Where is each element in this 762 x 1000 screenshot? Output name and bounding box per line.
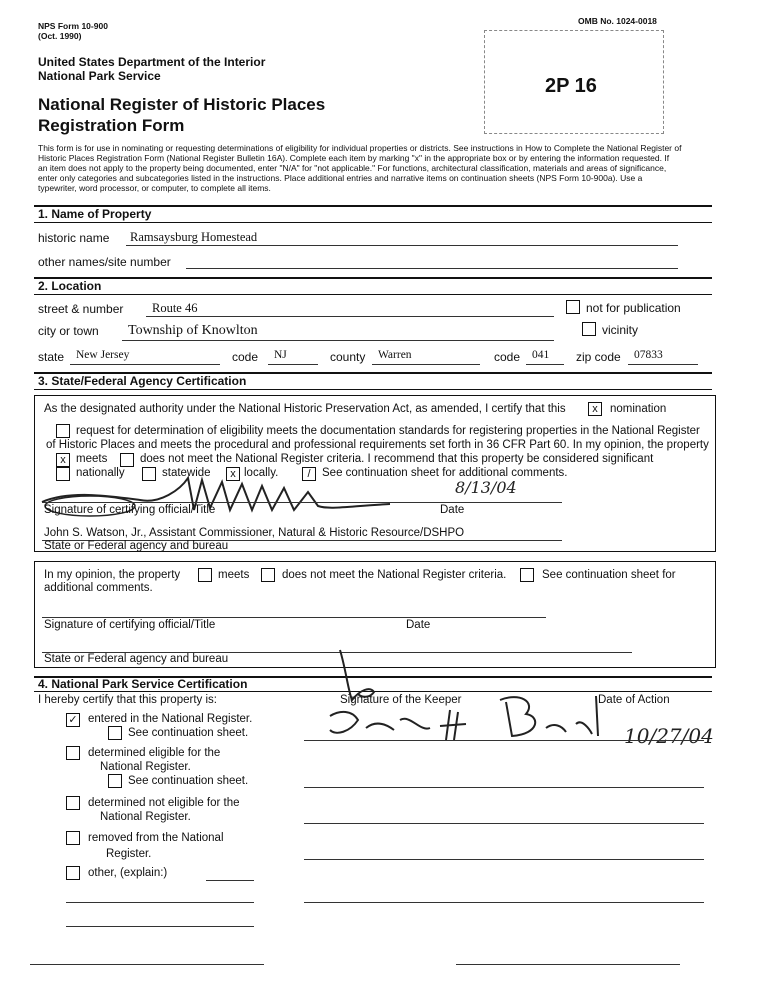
eligible-continuation-checkbox[interactable] bbox=[108, 774, 122, 788]
removed-checkbox[interactable] bbox=[66, 831, 80, 845]
vicinity-checkbox[interactable] bbox=[582, 322, 596, 336]
signature-line bbox=[42, 502, 562, 503]
county-line bbox=[372, 364, 480, 365]
state-value[interactable]: New Jersey bbox=[76, 349, 130, 361]
certification-date-value[interactable]: 8/13/04 bbox=[455, 478, 517, 497]
opinion-continuation-checkbox[interactable] bbox=[520, 568, 534, 582]
section3-heading: 3. State/Federal Agency Certification bbox=[38, 374, 247, 388]
county-code-value[interactable]: 041 bbox=[532, 349, 550, 361]
instructions-line-5: typewriter, word processor, or computer, to complete all items. bbox=[38, 183, 271, 193]
not-for-publication-checkbox[interactable] bbox=[566, 300, 580, 314]
historic-name-line bbox=[126, 245, 678, 246]
date-label: Date bbox=[440, 504, 465, 516]
nomination-label: nomination bbox=[610, 403, 667, 415]
state-code-value[interactable]: NJ bbox=[274, 349, 287, 361]
meets-label: meets bbox=[76, 453, 108, 465]
state-code-label: code bbox=[232, 350, 259, 364]
cert-text: As the designated authority under the National Historic Preservation Act, as amended, I certify that this bbox=[44, 403, 566, 415]
entered-continuation-checkbox[interactable] bbox=[108, 726, 122, 740]
divider bbox=[34, 294, 712, 295]
eligible-checkbox[interactable] bbox=[66, 746, 80, 760]
nomination-checkbox[interactable]: x bbox=[588, 402, 602, 416]
city-value[interactable]: Township of Knowlton bbox=[128, 323, 258, 338]
other-line bbox=[304, 902, 704, 903]
county-code-label: code bbox=[494, 350, 521, 364]
agency-label: State or Federal agency and bureau bbox=[44, 540, 229, 552]
signature2-label: Signature of certifying official/Title bbox=[44, 619, 216, 631]
department: United States Department of the Interior bbox=[38, 55, 266, 69]
locally-checkbox[interactable]: x bbox=[226, 467, 240, 481]
footer-line-right bbox=[456, 964, 680, 965]
not-eligible-line bbox=[304, 823, 704, 824]
divider bbox=[34, 389, 712, 390]
removed-line bbox=[304, 859, 704, 860]
other-names-line bbox=[186, 268, 678, 269]
eligible-continuation-label: See continuation sheet. bbox=[128, 775, 249, 787]
instructions-line-4: enter only categories and subcategories listed in the instructions. Place additional entries and narrative items on continuation sheets (NPS Form 10-900a). Use a bbox=[38, 173, 643, 183]
signature2-line bbox=[42, 617, 546, 618]
county-label: county bbox=[330, 350, 366, 364]
continuation-label: See continuation sheet for additional comments. bbox=[322, 467, 568, 479]
continuation-checkbox[interactable]: / bbox=[302, 467, 316, 481]
service: National Park Service bbox=[38, 69, 161, 83]
statewide-label: statewide bbox=[162, 467, 211, 479]
action-date-value[interactable]: 10/27/04 bbox=[624, 724, 714, 748]
not-eligible-label: determined not eligible for the bbox=[88, 797, 240, 809]
signature-label: Signature of certifying official/Title bbox=[44, 504, 216, 516]
explain-line-2 bbox=[66, 926, 254, 927]
historic-name-label: historic name bbox=[38, 231, 110, 245]
meets-checkbox[interactable]: x bbox=[56, 453, 70, 467]
section4-heading: 4. National Park Service Certification bbox=[38, 677, 248, 691]
street-label: street & number bbox=[38, 302, 124, 316]
form-number: NPS Form 10-900 bbox=[38, 21, 108, 31]
nationally-label: nationally bbox=[76, 467, 125, 479]
opinion-meets-checkbox[interactable] bbox=[198, 568, 212, 582]
instructions-line-1: This form is for use in nominating or requesting determinations of eligibility for individual properties or districts. See instructions in How to Complete the National Register of bbox=[38, 143, 682, 153]
entered-checkbox[interactable]: ✓ bbox=[66, 713, 80, 727]
request-line-2: of Historic Places and meets the procedural and professional requirements set forth in 36 CFR Part 60. In my opinion, the property bbox=[46, 439, 709, 451]
street-line bbox=[146, 316, 554, 317]
not-eligible-label-2: National Register. bbox=[100, 811, 191, 823]
removed-label-2: Register. bbox=[106, 848, 152, 860]
city-line bbox=[122, 340, 554, 341]
instructions-line-3: an item does not apply to the property being documented, enter "N/A" for "not applicable." For functions, architectural classification, materials and areas of significance, bbox=[38, 163, 667, 173]
not-eligible-checkbox[interactable] bbox=[66, 796, 80, 810]
stamp-text: 2P 16 bbox=[545, 75, 597, 97]
form-date: (Oct. 1990) bbox=[38, 31, 82, 41]
opinion-not-meet-checkbox[interactable] bbox=[261, 568, 275, 582]
section1-heading: 1. Name of Property bbox=[38, 207, 152, 221]
county-code-line bbox=[526, 364, 564, 365]
removed-label: removed from the National bbox=[88, 832, 224, 844]
explain-line-1 bbox=[66, 902, 254, 903]
other-label: other, (explain:) bbox=[88, 867, 168, 879]
eligible-line bbox=[304, 787, 704, 788]
opinion-additional: additional comments. bbox=[44, 582, 153, 594]
entered-label: entered in the National Register. bbox=[88, 713, 253, 725]
keeper-line bbox=[304, 740, 704, 741]
historic-name-value[interactable]: Ramsaysburg Homestead bbox=[130, 230, 258, 244]
action-date-label: Date of Action bbox=[598, 694, 670, 706]
city-label: city or town bbox=[38, 324, 99, 338]
other-inline-line bbox=[206, 880, 254, 881]
state-code-line bbox=[268, 364, 318, 365]
date2-label: Date bbox=[406, 619, 431, 631]
received-stamp bbox=[484, 30, 664, 134]
zip-label: zip code bbox=[576, 350, 621, 364]
does-not-meet-checkbox[interactable] bbox=[120, 453, 134, 467]
does-not-meet-label: does not meet the National Register criteria. I recommend that this property be considered significant bbox=[140, 453, 654, 465]
omb-number: OMB No. 1024-0018 bbox=[578, 16, 657, 26]
keeper-label: Signature of the Keeper bbox=[340, 694, 462, 706]
not-for-publication-label: not for publication bbox=[586, 301, 681, 315]
keeper-signature-icon bbox=[300, 640, 610, 750]
eligible-label: determined eligible for the bbox=[88, 747, 221, 759]
divider bbox=[34, 277, 712, 279]
entered-continuation-label: See continuation sheet. bbox=[128, 727, 249, 739]
official-name[interactable]: John S. Watson, Jr., Assistant Commissioner, Natural & Historic Resource/DSHPO bbox=[44, 527, 465, 539]
section2-heading: 2. Location bbox=[38, 279, 102, 293]
opinion-text: In my opinion, the property bbox=[44, 569, 181, 581]
zip-value[interactable]: 07833 bbox=[634, 349, 663, 361]
vicinity-label: vicinity bbox=[602, 323, 639, 337]
other-names-label: other names/site number bbox=[38, 255, 171, 269]
locally-label: locally. bbox=[244, 467, 279, 479]
state-line bbox=[70, 364, 220, 365]
street-value[interactable]: Route 46 bbox=[152, 301, 198, 315]
opinion-continuation-label: See continuation sheet for bbox=[542, 569, 676, 581]
request-line-1: request for determination of eligibility meets the documentation standards for registering properties in the National Register bbox=[76, 425, 700, 437]
eligible-label-2: National Register. bbox=[100, 761, 191, 773]
opinion-meets-label: meets bbox=[218, 569, 250, 581]
other-checkbox[interactable] bbox=[66, 866, 80, 880]
divider bbox=[34, 222, 712, 223]
page-subtitle: Registration Form bbox=[38, 116, 185, 135]
state-label: state bbox=[38, 350, 65, 364]
certify-text: I hereby certify that this property is: bbox=[38, 694, 217, 706]
footer-line-left bbox=[30, 964, 264, 965]
page-title: National Register of Historic Places bbox=[38, 95, 326, 114]
county-value[interactable]: Warren bbox=[378, 349, 412, 361]
request-checkbox[interactable] bbox=[56, 424, 70, 438]
agency2-label: State or Federal agency and bureau bbox=[44, 653, 229, 665]
opinion-not-meet-label: does not meet the National Register criteria. bbox=[282, 569, 507, 581]
instructions-line-2: Historic Places Registration Form (National Register Bulletin 16A). Complete each item by marking "x" in the appropriate box or by entering the information requested. If bbox=[38, 153, 670, 163]
zip-line bbox=[628, 364, 698, 365]
